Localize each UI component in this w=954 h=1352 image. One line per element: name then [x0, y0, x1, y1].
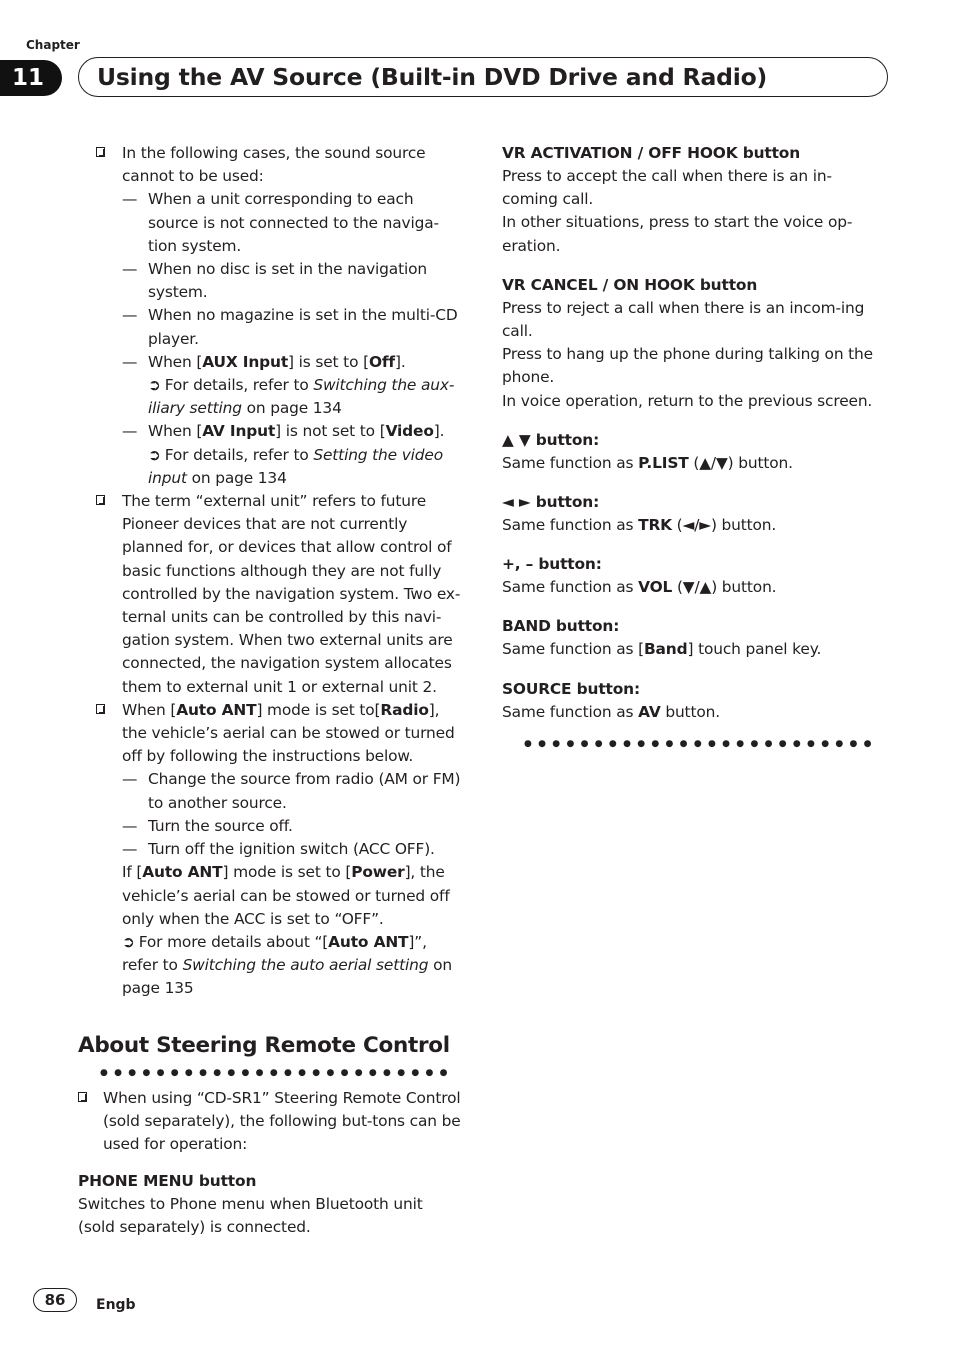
button-heading-vr-cancel: VR CANCEL / ON HOOK button: [502, 275, 758, 294]
list-item: When using “CD-SR1” Steering Remote Control (sold separately), the following but-tons can be used for operation:: [78, 1087, 463, 1157]
reference-arrow-icon: ➲: [148, 376, 161, 395]
sub-item: — Turn off the ignition switch (ACC OFF).: [122, 840, 435, 859]
sub-item: — When no magazine is set in the multi-CD player.: [122, 306, 458, 348]
list-item: When [Auto ANT] mode is set to[Radio], the vehicle’s aerial can be stowed or turned off by following the instructions below. — Change the source from radio (AM or FM) to another source. — Turn the source off. — Turn off the ignition switch (ACC OFF). If [Auto ANT] mode is set to [Power], the vehicle’s aerial can be stowed or turned off only when the ACC is set to “OFF”. ➲ For more details about “[Auto ANT]”, refer to Switching the auto aerial setting on page 135: [78, 699, 463, 1001]
button-heading-band: BAND button:: [502, 617, 620, 636]
button-description: Same function as P.LIST (▲/▼) button.: [502, 453, 793, 472]
page-number: 86: [33, 1288, 77, 1312]
cross-reference: ➲ For details, refer to Setting the video input on page 134: [148, 445, 443, 487]
checkbox-bullet-icon: [96, 147, 105, 157]
checkbox-bullet-icon: [78, 1092, 87, 1102]
button-description: Same function as [Band] touch panel key.: [502, 640, 822, 659]
button-description: Press to hang up the phone during talking on the phone.: [502, 345, 873, 387]
reference-arrow-icon: ➲: [148, 445, 161, 464]
button-description: Same function as AV button.: [502, 702, 720, 721]
sub-item: — Change the source from radio (AM or FM) to another source.: [122, 770, 461, 812]
button-heading-left-right: ◄ ► button:: [502, 493, 600, 512]
list-item: The term “external unit” refers to future Pioneer devices that are not currently planned for, or devices that allow control of basic functions although they are not fully controlled by the navigation system. Two ex-ternal units can be controlled by this navi-gation system. When two external units are connected, the navigation system allocates them to external unit 1 or external unit 2.: [78, 490, 463, 699]
button-heading-vr-activation: VR ACTIVATION / OFF HOOK button: [502, 144, 801, 162]
language-code: Engb: [96, 1297, 136, 1313]
button-description: In voice operation, return to the previous screen.: [502, 391, 873, 410]
sub-item: — Turn the source off.: [122, 816, 293, 835]
button-description: Switches to Phone menu when Bluetooth unit (sold separately) is connected.: [78, 1195, 423, 1237]
chapter-label: Chapter: [26, 38, 80, 52]
reference-arrow-icon: ➲: [122, 932, 135, 951]
button-heading-phone-menu: PHONE MENU button: [78, 1172, 257, 1191]
section-end-dots: ●●●●●●●●●●●●●●●●●●●●●●●●●: [524, 738, 878, 749]
cross-reference: ➲ For more details about “[Auto ANT]”, refer to Switching the auto aerial setting on page 135: [122, 932, 452, 998]
section-divider-dots: ●●●●●●●●●●●●●●●●●●●●●●●●●: [100, 1067, 454, 1078]
button-description: Same function as VOL (▼/▲) button.: [502, 578, 777, 597]
button-description: Press to accept the call when there is an in-coming call.: [502, 167, 832, 209]
button-heading-source: SOURCE button:: [502, 679, 640, 698]
checkbox-bullet-icon: [96, 495, 105, 505]
left-column: [78, 142, 463, 1240]
button-heading-plus-minus: +, – button:: [502, 555, 602, 574]
sub-item: — When no disc is set in the navigation system.: [122, 260, 427, 302]
checkbox-bullet-icon: [96, 704, 105, 714]
sub-item: — When [AV Input] is not set to [Video]. ➲ For details, refer to Setting the video input on page 134: [122, 420, 463, 490]
list-item: In the following cases, the sound source cannot to be used: — When a unit corresponding to each source is not connected to the naviga-tion system. — When no disc is set in the navigation system. — When no magazine is set in the multi-CD player. — When [AUX Input] is set to [Off]. ➲ For details, refer to Switching the aux-iliary setting on page 134 — When [AV Input] is not set to [Video]. ➲ For details, refer to Setting the video input on page 134: [78, 142, 463, 490]
button-description: Same function as TRK (◄/►) button.: [502, 516, 777, 535]
page-title: Using the AV Source (Built-in DVD Drive and Radio): [78, 57, 888, 97]
sub-item: — When [AUX Input] is set to [Off]. ➲ For details, refer to Switching the aux-iliary setting on page 134: [122, 351, 463, 421]
cross-reference: ➲ For details, refer to Switching the aux-iliary setting on page 134: [148, 376, 455, 418]
chapter-number-badge: 11: [0, 60, 62, 96]
right-column: [502, 142, 887, 758]
button-heading-up-down: ▲ ▼ button:: [502, 430, 600, 449]
button-description: Press to reject a call when there is an incom-ing call.: [502, 298, 865, 341]
section-heading: About Steering Remote Control: [78, 1032, 450, 1058]
sub-item: — When a unit corresponding to each source is not connected to the naviga-tion system.: [122, 190, 439, 255]
button-description: In other situations, press to start the voice op-eration.: [502, 213, 853, 255]
